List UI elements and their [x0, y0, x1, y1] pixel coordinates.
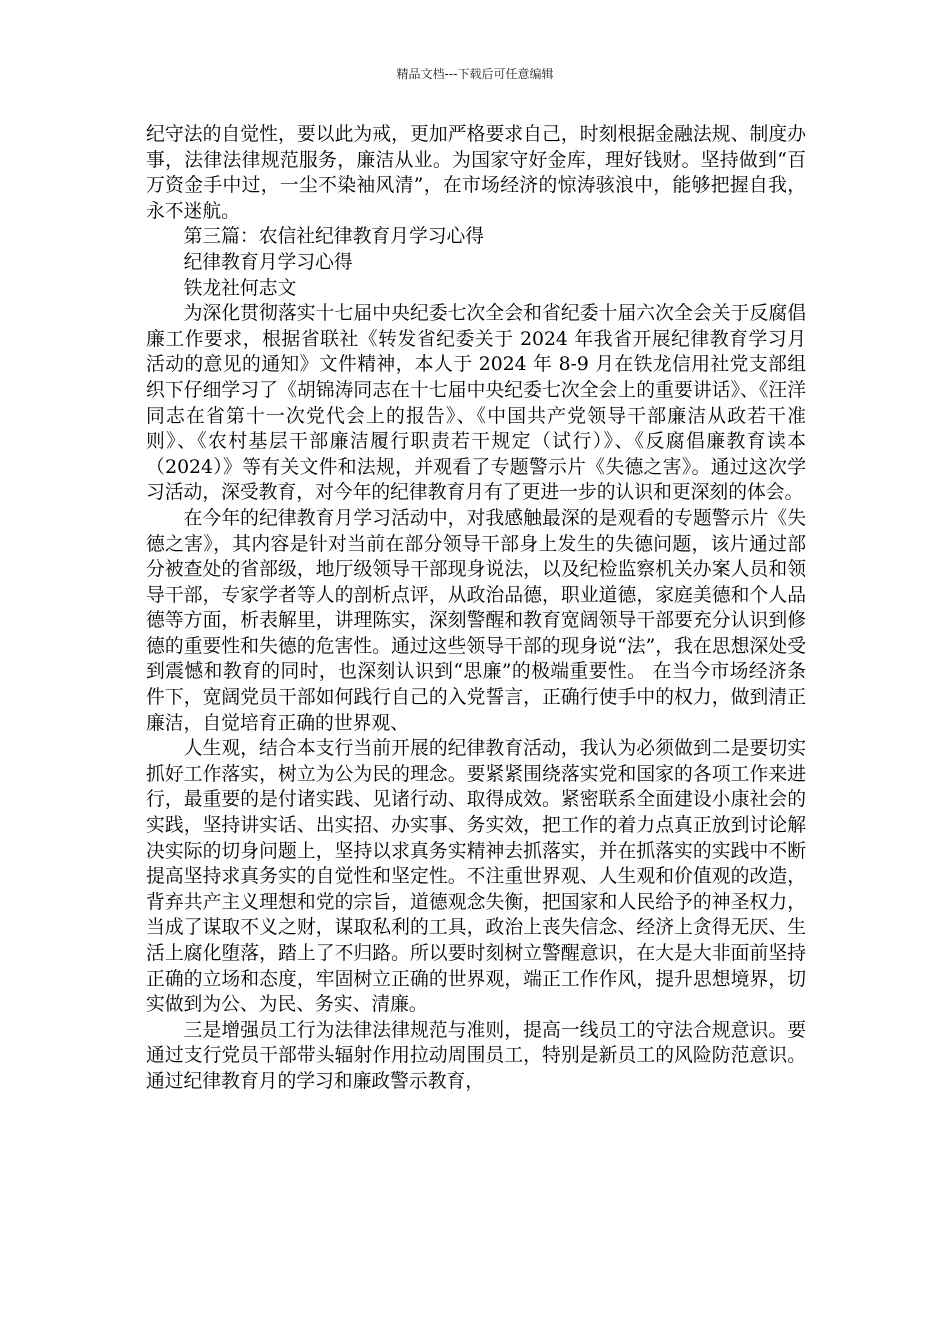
paragraph: 为深化贯彻落实十七届中央纪委七次全会和省纪委十届六次全会关于反腐倡廉工作要求，根据省联社《转发省纪委关于 2024 年我省开展纪律教育学习月活动的意见的通知》文件精神，本人于 2024 年 8-9 月在铁龙信用社党支部组织下仔细学习了《胡锦涛同志在十七届中央纪委七次全会上的重要讲话》、《汪洋同志在省第十一次党代会上的报告》、《中国共产党领导干部廉洁从政若干准则》、《农村基层干部廉洁履行职责若干规定（试行）》、《反腐倡廉教育读本（2024）》等有关文件和法规，并观看了专题警示片《失德之害》。通过这次学习活动，深受教育，对今年的纪律教育月有了更进一步的认识和更深刻的体会。: [146, 303, 806, 504]
paragraph: 人生观，结合本支行当前开展的纪律教育活动，我认为必须做到二是要切实抓好工作落实，树立为公为民的理念。要紧紧围绕落实党和国家的各项工作来进行，最重要的是付诸实践、见诸行动、取得成效。紧密联系全面建设小康社会的实践，坚持讲实话、出实招、办实事、务实效，把工作的着力点真正放到讨论解决实际的切身问题上，坚持以求真务实精神去抓落实，并在抓落实的实践中不断提高坚持求真务实的自觉性和坚定性。不注重世界观、人生观和价值观的改造，背弃共产主义理想和党的宗旨，道德观念失衡，把国家和人民给予的神圣权力，当成了谋取不义之财，谋取私利的工具，政治上丧失信念、经济上贪得无厌、生活上腐化堕落，踏上了不归路。所以要时刻树立警醒意识，在大是大非面前坚持正确的立场和态度，牢固树立正确的世界观，端正工作作风，提升思想境界，切实做到为公、为民、务实、清廉。: [146, 738, 806, 1016]
document-body: [146, 122, 806, 1095]
paragraph-continuation: 纪守法的自觉性，要以此为戒，更加严格要求自己，时刻根据金融法规、制度办事，法律法律规范服务，廉洁从业。为国家守好金库，理好钱财。坚持做到“百万资金手中过，一尘不染袖风清”，在市场经济的惊涛骇浪中，能够把握自我，永不迷航。: [146, 124, 806, 222]
paragraph: 三是增强员工行为法律法律规范与准则，提高一线员工的守法合规意识。要通过支行党员干部带头辐射作用拉动周围员工，特别是新员工的风险防范意识。通过纪律教育月的学习和廉政警示教育，: [146, 1019, 806, 1092]
author-line: 铁龙社何志文: [183, 277, 297, 299]
page-header: 精品文档---下载后可任意编辑: [396, 67, 554, 81]
paragraph: 在今年的纪律教育月学习活动中，对我感触最深的是观看的专题警示片《失德之害》，其内容是针对当前在部分领导干部身上发生的失德问题，该片通过部分被查处的省部级，地厅级领导干部现身说法，以及纪检监察机关办案人员和领导干部，专家学者等人的剖析点评，从政治品德，职业道德，家庭美德和个人品德等方面，析表解里，讲理陈实，深刻警醒和教育宽阔领导干部要充分认识到修德的重要性和失德的危害性。通过这些领导干部的现身说“法”，我在思想深处受到震憾和教育的同时，也深刻认识到“思廉”的极端重要性。 在当今市场经济条件下，宽阔党员干部如何践行自己的入党誓言，正确行使手中的权力，做到清正廉洁，自觉培育正确的世界观、: [146, 507, 806, 734]
essay-title: 纪律教育月学习心得: [183, 251, 353, 273]
section-title: 第三篇：农信社纪律教育月学习心得: [183, 226, 485, 248]
